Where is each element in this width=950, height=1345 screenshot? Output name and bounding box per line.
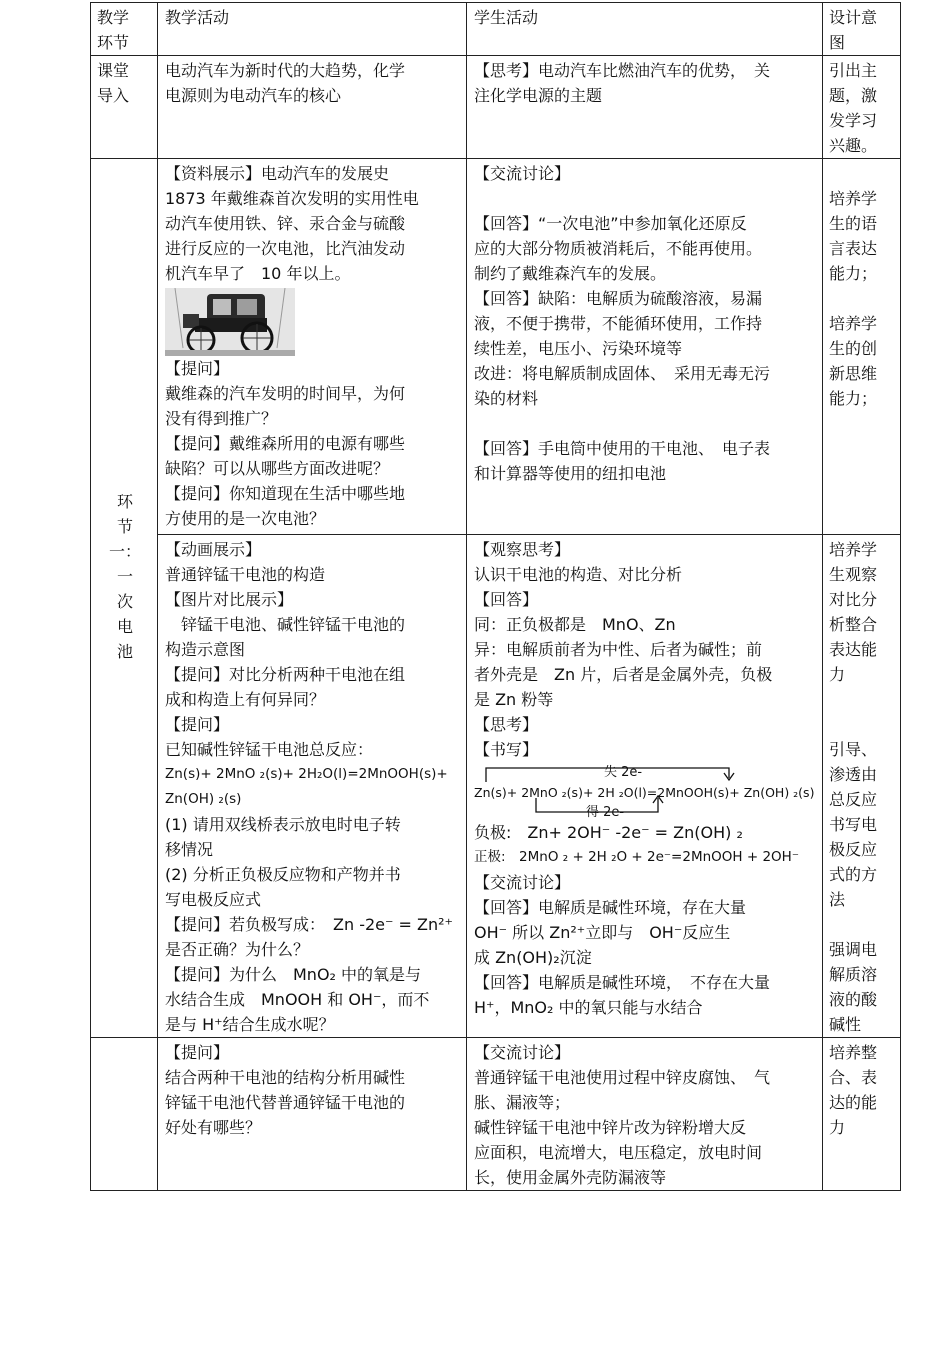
history-student: 【交流讨论】 【回答】“一次电池”中参加氧化还原反 应的大部分物质被消耗后，不能再使用。 制约了戴维森汽车的发展。 【回答】缺陷：电解质为硫酸溶液，易漏 液，不便于携带，不能循环使用，工作持 续性差，电压小、污染环境等 改进：将电解质制成固体、 采用无毒无污 染的材料 【回答】手电筒中使用的干电池、 电子表 和计算器等使用的纽扣电池 [467,159,823,535]
dry-battery-teacher: 【动画展示】 普通锌锰干电池的构造 【图片对比展示】 锌锰干电池、碱性锌锰干电池的 构造示意图 【提问】对比分析两种干电池在组 成和构造上有何异同？ 【提问】 已知碱性锌锰干电池总反应： Zn(s)+ 2MnO ₂(s)+ 2H₂O(l)=2MnOOH(s)+ Zn(OH) ₂(s) (1) 请用双线桥表示放电时电子转 移情况 (2) 分析正负极反应物和产物并书 写电极反应式 【提问】若负极写成： Zn -2e⁻ = Zn²⁺ 是否正确？为什么？ 【提问】为什么 MnO₂ 中的氧是与 水结合生成 MnOOH 和 OH⁻，而不 是与 H⁺结合生成水呢？ [158,535,467,1038]
intro-student: 【思考】电动汽车比燃油汽车的优势， 关 注化学电源的主题 [467,56,823,159]
lesson-plan-table [90,2,901,1191]
intro-row [91,56,901,159]
stage-one-label: 环 节 一： 一 次 电 池 [91,159,158,1038]
comparison-student: 【交流讨论】 普通锌锰干电池使用过程中锌皮腐蚀、 气 胀、漏液等； 碱性锌锰干电池中锌片改为锌粉增大反 应面积，电流增大，电压稳定，放电时间 长，使用金属外壳防漏液等 [467,1038,823,1191]
comparison-stage [91,1038,158,1191]
double-line-bridge-diagram [474,762,819,820]
bridge-equation: Zn(s)+ 2MnO ₂(s)+ 2H ₂O(l)=2MnOOH(s)+ Zn(OH) ₂(s) [474,785,815,800]
comparison-intent: 培养整 合、表 达的能 力 [823,1038,901,1191]
header-stage-line: 教学 [97,8,130,27]
intro-intent: 引出主 题，激 发学习 兴趣。 [823,56,901,159]
header-stage-line: 环节 [97,33,130,52]
comparison-teacher: 【提问】 结合两种干电池的结构分析用碱性 锌锰干电池代替普通锌锰干电池的 好处有哪些？ [158,1038,467,1191]
lose-electrons-label: 失 2e- [604,765,643,780]
intro-stage: 课堂 导入 [91,56,158,159]
header-teacher-activity: 教学活动 [158,3,467,56]
dry-battery-student: 【观察思考】 认识干电池的构造、对比分析 【回答】 同：正负极都是 MnO、Zn 异：电解质前者为中性、后者为碱性；前 者外壳是 Zn 片，后者是金属外壳，负极 是 Zn 粉等 【思考】 【书写】 失 2e- Zn(s)+ 2MnO ₂(s)+ 2H ₂O(l)=2MnOOH(s)+ Zn(OH) ₂(s) 得 2e- 负极: Zn+ 2OH⁻ -2e⁻ = Zn(OH) ₂ 正极: 2MnO ₂ + 2H ₂O + 2e⁻=2MnOOH + 2OH⁻ 【交流讨论】 【回答】电解质是碱性环境，存在大量 OH⁻ 所以 Zn²⁺立即与 OH⁻反应生 成 Zn(OH)₂沉淀 【回答】电解质是碱性环境， 不存在大量 H⁺，MnO₂ 中的氧只能与水结合 [467,535,823,1038]
gain-electrons-label: 得 2e- [586,805,625,820]
dry-battery-row [91,535,901,1038]
comparison-row [91,1038,901,1191]
header-stage [91,3,158,56]
davidson-car-photo [165,288,295,356]
header-design-intent: 设计意 图 [823,3,901,56]
dry-battery-intent: 培养学 生观察 对比分 析整合 表达能 力 引导、 渗透由 总反应 书写电 极反应 式的方 法 强调电 解质溶 液的酸 碱性 [823,535,901,1038]
history-intent: 培养学 生的语 言表达 能力； 培养学 生的创 新思维 能力； [823,159,901,535]
total-reaction: Zn(s)+ 2MnO ₂(s)+ 2H₂O(l)=2MnOOH(s)+ [165,766,448,782]
history-row [91,159,901,535]
intro-teacher: 电动汽车为新时代的大趋势，化学 电源则为电动汽车的核心 [158,56,467,159]
history-teacher: 【资料展示】电动汽车的发展史 1873 年戴维森首次发明的实用性电 动汽车使用铁、锌、汞合金与硫酸 进行反应的一次电池，比汽油发动 机汽车早了 10 年以上。 【提问】 戴维森的汽车发明的时间早，为何 没有得到推广？ 【提问】戴维森所用的电源有哪些 缺陷？可以从哪些方面改进呢？ 【提问】你知道现在生活中哪些地 方使用的是一次电池？ [158,159,467,535]
header-row [91,3,901,56]
header-student-activity: 学生活动 [467,3,823,56]
